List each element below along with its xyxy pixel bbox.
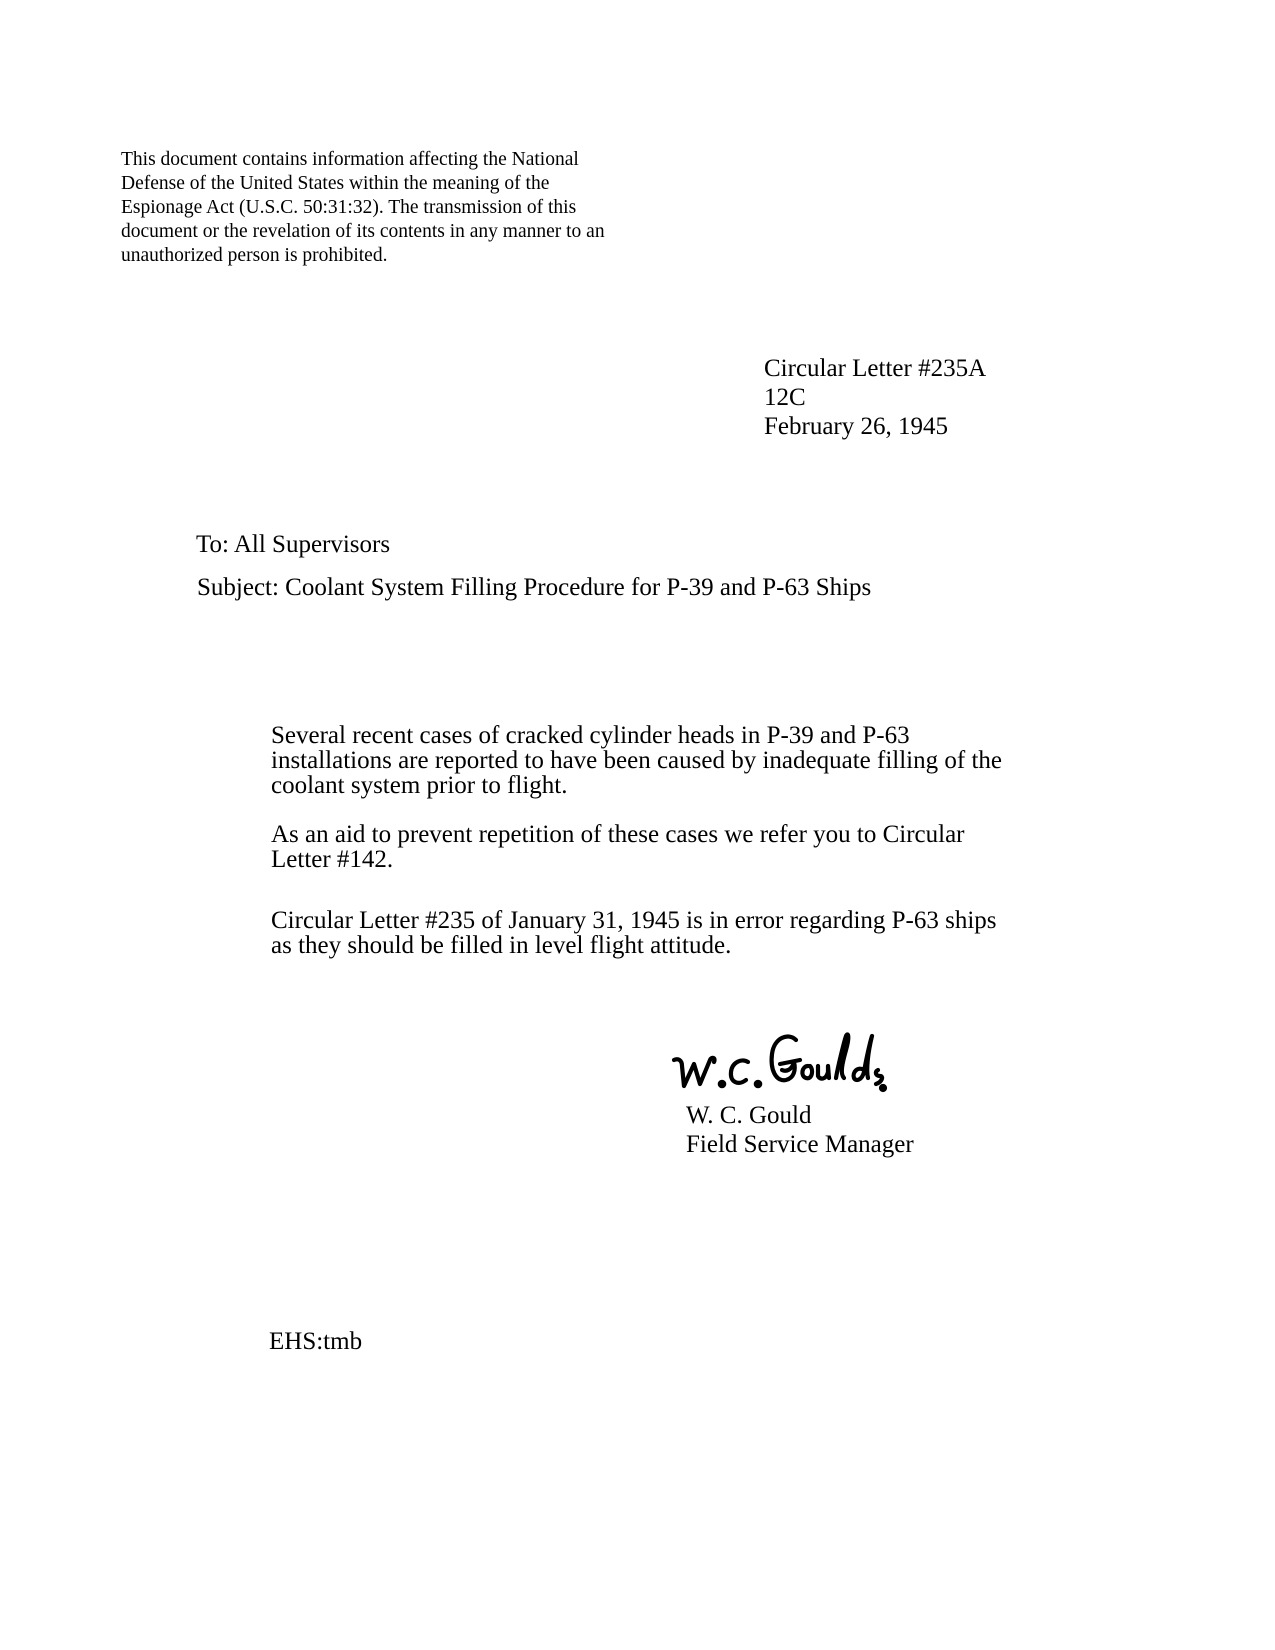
letter-date: February 26, 1945 [764,413,948,440]
subject-line: Subject: Coolant System Filling Procedure for P-39 and P-63 Ships [197,574,872,601]
reference-code: 12C [764,384,806,411]
body-line: Circular Letter #235 of January 31, 1945 is in error regarding P-63 ships [271,907,997,934]
security-notice-line: unauthorized person is prohibited. [121,245,388,266]
recipient-line: To: All Supervisors [196,531,391,558]
security-notice [121,148,661,268]
security-notice-line: document or the revelation of its contents in any manner to an [121,221,605,242]
signer-title: Field Service Manager [686,1131,914,1158]
body-line: as they should be filled in level flight attitude. [271,932,732,959]
reference-block [764,354,986,441]
letter-number: Circular Letter #235A [764,355,987,382]
signer-name: W. C. Gould [686,1102,812,1129]
body-line: coolant system prior to flight. [271,772,568,799]
security-notice-line: This document contains information affecting the National [121,149,579,170]
body-line: Several recent cases of cracked cylinder heads in P-39 and P-63 [271,722,910,749]
body-line: installations are reported to have been caused by inadequate filling of the [271,747,1002,774]
handwritten-signature [668,1030,888,1098]
body-paragraph-2 [271,822,1031,872]
body-paragraph-1 [271,723,1031,798]
body-paragraph-3 [271,908,1031,958]
body-line: Letter #142. [271,846,394,873]
security-notice-line: Espionage Act (U.S.C. 50:31:32). The transmission of this [121,197,577,218]
body-line: As an aid to prevent repetition of these cases we refer you to Circular [271,821,965,848]
security-notice-line: Defense of the United States within the meaning of the [121,173,550,194]
typist-initials: EHS:tmb [269,1328,363,1355]
